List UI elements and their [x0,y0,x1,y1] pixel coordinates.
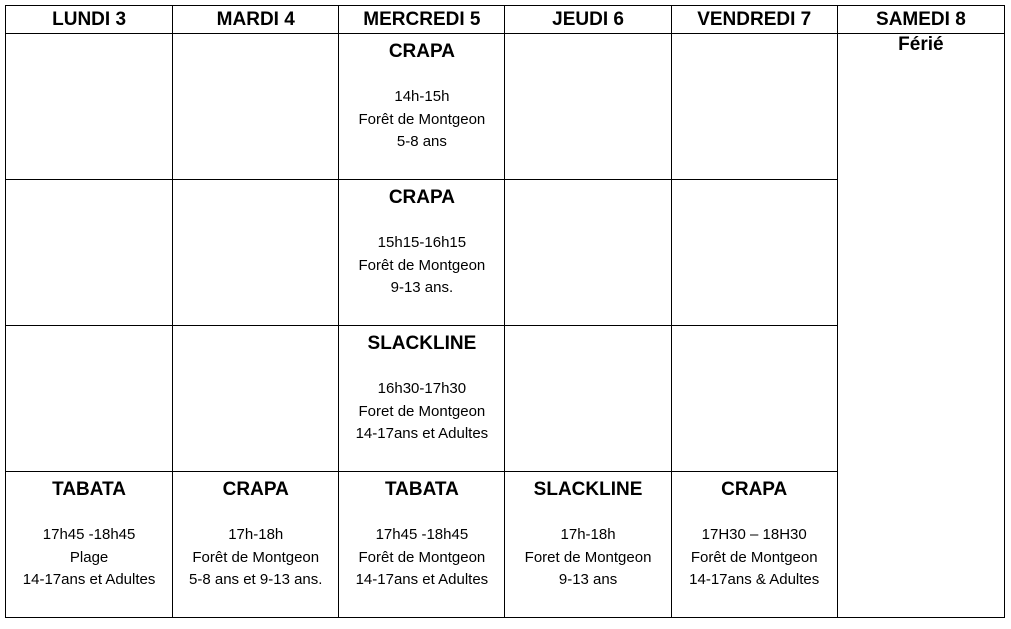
activity-title: CRAPA [222,479,289,500]
empty-cell [671,326,837,472]
empty-cell [671,180,837,326]
activity-cell-wed-4 [339,472,505,618]
activity-time: 17h45 -18h45 [42,526,136,543]
day-header-friday: VENDREDI 7 [671,6,837,34]
activity-time: 15h15-16h15 [377,234,467,251]
activity-time: 14h-15h [394,88,450,105]
activity-time: 17h-18h [560,526,616,543]
activity-time: 17H30 – 18H30 [701,526,807,543]
empty-cell [173,180,339,326]
activity-cell-wed-3 [339,326,505,472]
empty-cell [505,180,671,326]
empty-cell [6,326,173,472]
activity-place: Forêt de Montgeon [192,548,320,566]
activity-title: SLACKLINE [533,479,643,500]
activity-place: Foret de Montgeon [524,548,652,566]
activity-place: Forêt de Montgeon [358,256,486,274]
activity-ages: 5-8 ans et 9-13 ans. [189,571,323,588]
activity-title: TABATA [52,479,127,500]
empty-cell [6,34,173,180]
empty-cell [505,326,671,472]
day-header-saturday: SAMEDI 8 [837,6,1004,34]
activity-cell-mon-4 [6,472,173,618]
empty-cell [173,326,339,472]
activity-place: Plage [69,548,109,566]
weekly-schedule-table [5,5,1005,618]
holiday-cell-saturday: Férié [837,34,1004,618]
activity-time: 17h-18h [228,526,284,543]
activity-title: CRAPA [388,187,455,208]
activity-ages: 14-17ans & Adultes [689,571,820,588]
activity-time: 16h30-17h30 [377,380,467,397]
activity-ages: 14-17ans et Adultes [355,571,489,588]
activity-place: Forêt de Montgeon [358,548,486,566]
activity-place: Forêt de Montgeon [358,110,486,128]
header-row [6,6,1005,34]
activity-place: Foret de Montgeon [358,402,486,420]
day-header-wednesday: MERCREDI 5 [339,6,505,34]
day-header-monday: LUNDI 3 [6,6,173,34]
activity-ages: 9-13 ans. [390,279,454,296]
activity-title: CRAPA [721,479,788,500]
activity-cell-wed-1 [339,34,505,180]
empty-cell [505,34,671,180]
activity-ages: 14-17ans et Adultes [22,571,156,588]
activity-ages: 9-13 ans [558,571,618,588]
activity-cell-tue-4 [173,472,339,618]
slot-row-1 [6,34,1005,180]
empty-cell [671,34,837,180]
empty-cell [173,34,339,180]
activity-title: CRAPA [388,41,455,62]
activity-cell-thu-4 [505,472,671,618]
day-header-thursday: JEUDI 6 [505,6,671,34]
activity-ages: 5-8 ans [396,133,447,150]
activity-cell-fri-4 [671,472,837,618]
activity-title: SLACKLINE [367,333,477,354]
activity-ages: 14-17ans et Adultes [355,425,489,442]
activity-time: 17h45 -18h45 [375,526,469,543]
empty-cell [6,180,173,326]
activity-place: Forêt de Montgeon [690,548,818,566]
activity-title: TABATA [384,479,459,500]
day-header-tuesday: MARDI 4 [173,6,339,34]
activity-cell-wed-2 [339,180,505,326]
